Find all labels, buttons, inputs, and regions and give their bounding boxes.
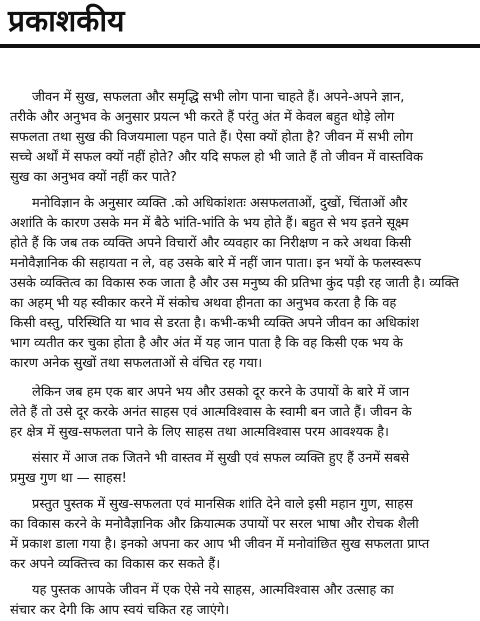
- text-line: मनोवैज्ञानिक की सहायता न ले, वह उसके बारे में नहीं जान पाता। इन भयों के फलस्वरूप: [10, 256, 422, 271]
- page-title: प्रकाशकीय: [8, 4, 125, 39]
- text-line: संसार में आज तक जितने भी वास्तव में सुखी एवं सफल व्यक्ति हुए हैं उनमें सबसे: [32, 451, 410, 466]
- text-line: अशांति के कारण उसके मन में बैठे भांति-भांति के भय होते हैं। बहुत से भय इतने सूक्ष्म: [10, 216, 409, 231]
- text-line: का विकास करने के मनोवैज्ञानिक और क्रियात्मक उपायों पर सरल भाषा और रोचक शैली: [10, 517, 419, 532]
- text-line: कर अपने व्यक्तित्त्व का विकास कर सकते हैं।: [10, 557, 221, 572]
- body-text: [10, 88, 474, 621]
- paragraph-6: [10, 581, 474, 621]
- text-line: प्रमुख गुण था — साहस!: [10, 471, 127, 486]
- text-line: तरीके और अनुभव के अनुसार प्रयत्न भी करते हैं परंतु अंत में केवल बहुत थोड़े लोग: [10, 110, 395, 125]
- text-line: में प्रकाश डाला गया है। इनको अपना कर आप भी जीवन में मनोवांछित सुख सफलता प्राप्त: [10, 537, 430, 552]
- text-line: होते हैं कि जब तक व्यक्ति अपने विचारों और व्यवहार का निरीक्षण न करे अथवा किसी: [10, 236, 412, 251]
- text-line: का अहम् भी यह स्वीकार करने में संकोच अथवा हीनता का अनुभव करता है कि वह: [10, 296, 397, 311]
- text-line: भाग व्यतीत कर चुका होता है और अंत में यह जान पाता है कि वह किसी एक भय के: [10, 336, 403, 351]
- text-line: मनोविज्ञान के अनुसार व्यक्ति .को अधिकांशतः असफलताओं, दुखों, चिंताओं और: [32, 196, 408, 211]
- paragraph-4: [10, 449, 474, 489]
- paragraph-5: [10, 495, 474, 575]
- text-line: कारण अनेक सुखों तथा सफलताओं से वंचित रह गया।: [10, 356, 263, 371]
- text-line: किसी वस्तु, परिस्थिति या भाव से डरता है। कभी-कभी व्यक्ति अपने जीवन का अधिकांश: [10, 316, 419, 331]
- text-line: सच्चे अर्थों में सफल क्यों नहीं होते? और यदि सफल हो भी जाते हैं तो जीवन में वास्तविक: [10, 150, 423, 165]
- paragraph-2: [10, 194, 474, 374]
- text-line: संचार कर देगी कि आप स्वयं चकित रह जाएंगे।: [10, 603, 230, 618]
- paragraph-1: [10, 88, 474, 188]
- text-line: लेते हैं तो उसे दूर करके अनंत साहस एवं आत्मविश्वास के स्वामी बन जाते हैं। जीवन के: [10, 405, 412, 420]
- title-underline: [0, 44, 480, 48]
- text-line: प्रस्तुत पुस्तक में सुख-सफलता एवं मानसिक शांति देने वाले इसी महान गुण, साहस: [32, 497, 413, 512]
- paragraph-3: [10, 383, 474, 443]
- text-line: हर क्षेत्र में सुख-सफलता पाने के लिए साहस तथा आत्मविश्वास परम आवश्यक है।: [10, 425, 389, 440]
- text-line: लेकिन जब हम एक बार अपने भय और उसको दूर करने के उपायों के बारे में जान: [32, 385, 410, 400]
- text-line: सुख का अनुभव क्यों नहीं कर पाते?: [10, 170, 177, 185]
- text-line: यह पुस्तक आपके जीवन में एक ऐसे नये साहस, आत्मविश्वास और उत्साह का: [32, 583, 394, 598]
- text-line: उसके व्यक्तित्व का विकास रुक जाता है और उस मनुष्य की प्रतिभा कुंद पड़ी रह जाती है। व्यक्ति: [10, 276, 459, 291]
- text-line: सफलता तथा सुख की विजयमाला पहन पाते हैं। ऐसा क्यों होता है? जीवन में सभी लोग: [10, 130, 413, 145]
- text-line: जीवन में सुख, सफलता और समृद्धि सभी लोग पाना चाहते हैं। अपने-अपने ज्ञान,: [32, 90, 405, 105]
